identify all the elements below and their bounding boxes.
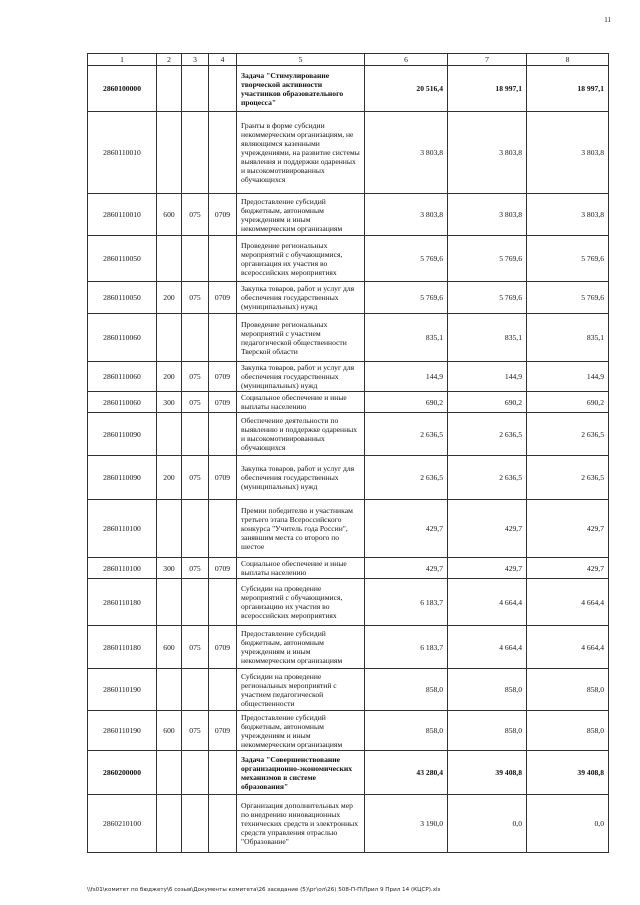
row-code-cell: 2860110090 (88, 456, 157, 500)
row-description-cell: Обеспечение деятельности по выявлению и поддержке одаренных и высокомотивированных обучающихся (237, 413, 365, 456)
row-kvr-cell (157, 112, 182, 194)
row-code-cell: 2860110180 (88, 626, 157, 669)
row-kvr-cell: 600 (157, 711, 182, 751)
header-cell: 3 (182, 54, 209, 66)
row-amount-cell: 43 280,4 (365, 751, 448, 795)
row-amount-cell: 2 636,5 (448, 413, 527, 456)
row-kvr-cell (157, 413, 182, 456)
table-row (88, 112, 609, 194)
row-kvr-cell (157, 66, 182, 112)
row-code-cell: 2860110190 (88, 669, 157, 711)
row-amount-cell: 858,0 (527, 711, 609, 751)
row-amount-cell: 3 803,8 (365, 112, 448, 194)
row-section-cell (209, 413, 237, 456)
row-amount-cell: 835,1 (448, 314, 527, 362)
row-section-cell: 0709 (209, 282, 237, 314)
row-grbs-cell (182, 112, 209, 194)
row-code-cell: 2860110050 (88, 282, 157, 314)
row-amount-cell: 690,2 (448, 392, 527, 413)
table-row (88, 579, 609, 626)
row-amount-cell: 429,7 (448, 558, 527, 579)
row-amount-cell: 858,0 (448, 669, 527, 711)
row-description-cell: Проведение региональных мероприятий с обучающимися, организация их участия во всероссийских мероприятиях (237, 236, 365, 282)
header-cell: 6 (365, 54, 448, 66)
row-kvr-cell: 600 (157, 194, 182, 236)
row-grbs-cell: 075 (182, 392, 209, 413)
row-code-cell: 2860110060 (88, 362, 157, 392)
budget-table (87, 53, 609, 853)
row-grbs-cell (182, 66, 209, 112)
row-amount-cell: 2 636,5 (527, 413, 609, 456)
row-amount-cell: 3 803,8 (527, 112, 609, 194)
header-cell: 4 (209, 54, 237, 66)
row-amount-cell: 2 636,5 (365, 456, 448, 500)
row-grbs-cell: 075 (182, 711, 209, 751)
row-code-cell: 2860110180 (88, 579, 157, 626)
row-amount-cell: 20 516,4 (365, 66, 448, 112)
row-kvr-cell (157, 500, 182, 558)
row-grbs-cell (182, 236, 209, 282)
table-row (88, 362, 609, 392)
row-section-cell: 0709 (209, 392, 237, 413)
row-section-cell (209, 795, 237, 853)
row-grbs-cell: 075 (182, 282, 209, 314)
row-amount-cell: 39 408,8 (527, 751, 609, 795)
row-section-cell: 0709 (209, 362, 237, 392)
row-amount-cell: 39 408,8 (448, 751, 527, 795)
header-cell: 2 (157, 54, 182, 66)
row-amount-cell: 144,9 (365, 362, 448, 392)
row-amount-cell: 858,0 (365, 669, 448, 711)
row-amount-cell: 429,7 (527, 558, 609, 579)
row-code-cell: 2860110190 (88, 711, 157, 751)
row-amount-cell: 858,0 (365, 711, 448, 751)
row-amount-cell: 858,0 (448, 711, 527, 751)
row-amount-cell: 429,7 (527, 500, 609, 558)
row-section-cell: 0709 (209, 558, 237, 579)
row-kvr-cell: 200 (157, 456, 182, 500)
row-amount-cell: 144,9 (527, 362, 609, 392)
table-row (88, 413, 609, 456)
row-kvr-cell (157, 314, 182, 362)
row-grbs-cell (182, 751, 209, 795)
row-description-cell: Закупка товаров, работ и услуг для обеспечения государственных (муниципальных) нужд (237, 456, 365, 500)
row-kvr-cell (157, 669, 182, 711)
row-description-cell: Проведение региональных мероприятий с участием педагогической общественности Тверской области (237, 314, 365, 362)
table-row (88, 456, 609, 500)
row-kvr-cell (157, 751, 182, 795)
row-amount-cell: 690,2 (527, 392, 609, 413)
row-section-cell: 0709 (209, 626, 237, 669)
row-amount-cell: 5 769,6 (365, 282, 448, 314)
row-code-cell: 2860210100 (88, 795, 157, 853)
table-row (88, 558, 609, 579)
row-amount-cell: 5 769,6 (527, 236, 609, 282)
table-row (88, 669, 609, 711)
table-row (88, 236, 609, 282)
row-kvr-cell (157, 236, 182, 282)
row-grbs-cell: 075 (182, 626, 209, 669)
row-amount-cell: 5 769,6 (365, 236, 448, 282)
row-description-cell: Закупка товаров, работ и услуг для обеспечения государственных (муниципальных) нужд (237, 362, 365, 392)
table-row (88, 795, 609, 853)
row-amount-cell: 4 664,4 (448, 579, 527, 626)
row-code-cell: 2860110060 (88, 314, 157, 362)
row-amount-cell: 4 664,4 (448, 626, 527, 669)
row-kvr-cell (157, 579, 182, 626)
row-amount-cell: 858,0 (527, 669, 609, 711)
row-code-cell: 2860110050 (88, 236, 157, 282)
row-kvr-cell: 200 (157, 282, 182, 314)
row-section-cell: 0709 (209, 711, 237, 751)
row-amount-cell: 5 769,6 (527, 282, 609, 314)
row-amount-cell: 3 803,8 (527, 194, 609, 236)
row-grbs-cell (182, 795, 209, 853)
row-grbs-cell: 075 (182, 362, 209, 392)
row-amount-cell: 6 183,7 (365, 579, 448, 626)
row-description-cell: Гранты в форме субсидии некоммерческим организациям, не являющимся казенными учреждениями, на развитие системы выявления и поддержки одаренных и высокомотивированных обучающихся (237, 112, 365, 194)
row-section-cell (209, 669, 237, 711)
row-code-cell: 2860110060 (88, 392, 157, 413)
table-row (88, 711, 609, 751)
row-description-cell: Предоставление субсидий бюджетным, автономным учреждениям и иным некоммерческим организациям (237, 626, 365, 669)
row-grbs-cell (182, 669, 209, 711)
row-grbs-cell: 075 (182, 558, 209, 579)
header-cell: 8 (527, 54, 609, 66)
row-amount-cell: 18 997,1 (448, 66, 527, 112)
table-row (88, 314, 609, 362)
table-row (88, 194, 609, 236)
row-amount-cell: 0,0 (448, 795, 527, 853)
row-amount-cell: 0,0 (527, 795, 609, 853)
row-amount-cell: 690,2 (365, 392, 448, 413)
row-kvr-cell (157, 795, 182, 853)
row-code-cell: 2860200000 (88, 751, 157, 795)
row-amount-cell: 3 190,0 (365, 795, 448, 853)
row-grbs-cell: 075 (182, 194, 209, 236)
row-section-cell (209, 579, 237, 626)
row-description-cell: Предоставление субсидий бюджетным, автономным учреждениям и иным некоммерческим организациям (237, 194, 365, 236)
row-description-cell: Закупка товаров, работ и услуг для обеспечения государственных (муниципальных) нужд (237, 282, 365, 314)
row-amount-cell: 18 997,1 (527, 66, 609, 112)
table-row (88, 500, 609, 558)
row-code-cell: 2860110100 (88, 558, 157, 579)
row-code-cell: 2860110010 (88, 194, 157, 236)
table-row (88, 282, 609, 314)
row-amount-cell: 835,1 (365, 314, 448, 362)
row-section-cell (209, 314, 237, 362)
row-grbs-cell (182, 500, 209, 558)
row-amount-cell: 144,9 (448, 362, 527, 392)
page-number: 11 (604, 16, 611, 24)
row-description-cell: Социальное обеспечение и иные выплаты населению (237, 558, 365, 579)
row-description-cell: Задача "Стимулирование творческой активности участников образовательного процесса" (237, 66, 365, 112)
row-description-cell: Организация дополнительных мер по внедрению инновационных технических средств и электронных средств управления отраслью "Образование" (237, 795, 365, 853)
row-amount-cell: 3 803,8 (365, 194, 448, 236)
row-description-cell: Социальное обеспечение и иные выплаты населению (237, 392, 365, 413)
row-section-cell (209, 500, 237, 558)
row-amount-cell: 429,7 (448, 500, 527, 558)
table-row (88, 66, 609, 112)
row-amount-cell: 429,7 (365, 500, 448, 558)
table-row (88, 751, 609, 795)
row-description-cell: Премии победителю и участникам третьего этапа Всероссийского конкурса "Учитель года России", занявшим места со второго по шестое (237, 500, 365, 558)
row-section-cell (209, 66, 237, 112)
row-amount-cell: 5 769,6 (448, 236, 527, 282)
header-row (88, 54, 609, 66)
table-row (88, 626, 609, 669)
row-code-cell: 2860100000 (88, 66, 157, 112)
row-grbs-cell: 075 (182, 456, 209, 500)
header-cell: 5 (237, 54, 365, 66)
row-amount-cell: 2 636,5 (448, 456, 527, 500)
row-code-cell: 2860110100 (88, 500, 157, 558)
row-amount-cell: 4 664,4 (527, 579, 609, 626)
file-path-footer: \\fs01\комитет по бюджету\6 созыв\Документы комитета\26 заседание (5)\рг\ол\26) 508-П-П\Прил 9 Прил 14 (КЦСР).xls (87, 887, 441, 893)
row-section-cell (209, 236, 237, 282)
row-kvr-cell: 200 (157, 362, 182, 392)
row-description-cell: Предоставление субсидий бюджетным, автономным учреждениям и иным некоммерческим организациям (237, 711, 365, 751)
row-description-cell: Задача "Совершенствование организационно-экономических механизмов в системе образования" (237, 751, 365, 795)
row-amount-cell: 3 803,8 (448, 194, 527, 236)
row-amount-cell: 5 769,6 (448, 282, 527, 314)
row-grbs-cell (182, 413, 209, 456)
row-description-cell: Субсидии на проведение мероприятий с обучающимися, организацию их участия во всероссийских мероприятиях (237, 579, 365, 626)
row-amount-cell: 835,1 (527, 314, 609, 362)
row-code-cell: 2860110010 (88, 112, 157, 194)
row-kvr-cell: 300 (157, 392, 182, 413)
row-kvr-cell: 600 (157, 626, 182, 669)
header-cell: 7 (448, 54, 527, 66)
row-amount-cell: 2 636,5 (527, 456, 609, 500)
row-grbs-cell (182, 579, 209, 626)
header-cell: 1 (88, 54, 157, 66)
row-amount-cell: 429,7 (365, 558, 448, 579)
row-section-cell (209, 751, 237, 795)
row-section-cell: 0709 (209, 194, 237, 236)
row-amount-cell: 6 183,7 (365, 626, 448, 669)
row-kvr-cell: 300 (157, 558, 182, 579)
row-amount-cell: 4 664,4 (527, 626, 609, 669)
row-amount-cell: 3 803,8 (448, 112, 527, 194)
row-section-cell: 0709 (209, 456, 237, 500)
row-grbs-cell (182, 314, 209, 362)
row-description-cell: Субсидии на проведение региональных мероприятий с участием педагогической общественности (237, 669, 365, 711)
row-section-cell (209, 112, 237, 194)
table-row (88, 392, 609, 413)
row-amount-cell: 2 636,5 (365, 413, 448, 456)
row-code-cell: 2860110090 (88, 413, 157, 456)
